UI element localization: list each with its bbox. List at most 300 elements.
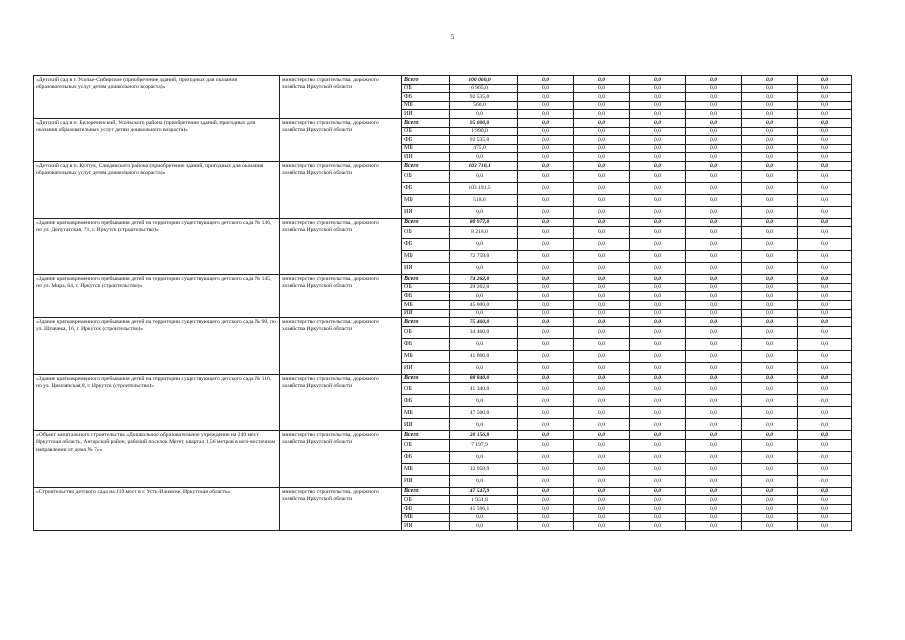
amount-year-cell: 0,0 — [798, 395, 852, 407]
funding-source-cell: ФБ — [402, 136, 450, 145]
object-name-cell: «Здание кратковременного пребывания детей на территории существующего детского сада № 145, по ул. Мира, 64, г. Иркутск (строительство)» — [34, 275, 280, 318]
amount-year-cell: 0,0 — [798, 505, 852, 514]
amount-year-cell: 0,0 — [518, 170, 574, 182]
amount-year-cell: 0,0 — [574, 101, 630, 110]
amount-year-cell: 0,0 — [686, 93, 742, 102]
amount-year-cell: 0,0 — [798, 326, 852, 338]
executor-cell: министерство строительства, дорожного хозяйства Иркутской области — [280, 431, 402, 488]
funding-source-cell: ИИ — [402, 309, 450, 318]
amount-year-cell: 0,0 — [630, 136, 686, 145]
amount-year-cell: 0,0 — [798, 127, 852, 136]
amount-year-cell: 0,0 — [574, 218, 630, 227]
amount-year-cell: 0,0 — [574, 395, 630, 407]
funding-source-cell: Всего — [402, 218, 450, 227]
amount-year-cell: 0,0 — [630, 451, 686, 463]
amount-year-cell: 0,0 — [630, 275, 686, 284]
amount-total-cell: 12 958,9 — [450, 463, 518, 475]
amount-year-cell: 0,0 — [686, 338, 742, 350]
amount-total-cell: 0,0 — [450, 110, 518, 119]
amount-total-cell: 103 710,1 — [450, 161, 518, 170]
amount-year-cell: 0,0 — [686, 383, 742, 395]
amount-year-cell: 0,0 — [686, 283, 742, 292]
amount-year-cell: 0,0 — [518, 475, 574, 487]
amount-year-cell: 0,0 — [742, 194, 798, 206]
amount-year-cell: 0,0 — [686, 451, 742, 463]
amount-year-cell: 0,0 — [630, 383, 686, 395]
amount-year-cell: 0,0 — [630, 362, 686, 374]
amount-year-cell: 0,0 — [742, 283, 798, 292]
amount-year-cell: 0,0 — [742, 522, 798, 531]
amount-year-cell: 0,0 — [574, 182, 630, 194]
executor-cell: министерство строительства, дорожного хозяйства Иркутской области — [280, 318, 402, 375]
amount-year-cell: 0,0 — [798, 300, 852, 309]
executor-cell: министерство строительства, дорожного хозяйства Иркутской области — [280, 161, 402, 218]
amount-year-cell: 0,0 — [630, 395, 686, 407]
amount-year-cell: 0,0 — [630, 194, 686, 206]
amount-year-cell: 0,0 — [798, 496, 852, 505]
amount-year-cell: 0,0 — [742, 84, 798, 93]
amount-total-cell: 29 262,0 — [450, 283, 518, 292]
amount-year-cell: 0,0 — [742, 170, 798, 182]
amount-year-cell: 0,0 — [630, 76, 686, 85]
amount-year-cell: 0,0 — [630, 338, 686, 350]
amount-year-cell: 0,0 — [742, 362, 798, 374]
funding-source-cell: Всего — [402, 161, 450, 170]
amount-year-cell: 0,0 — [574, 161, 630, 170]
funding-source-cell: МБ — [402, 350, 450, 362]
amount-year-cell: 0,0 — [686, 170, 742, 182]
amount-year-cell: 0,0 — [574, 239, 630, 251]
amount-total-cell: 45 000,0 — [450, 300, 518, 309]
amount-year-cell: 0,0 — [574, 419, 630, 431]
funding-source-cell: ФБ — [402, 505, 450, 514]
amount-year-cell: 0,0 — [742, 374, 798, 383]
amount-year-cell: 0,0 — [574, 496, 630, 505]
amount-year-cell: 0,0 — [574, 309, 630, 318]
amount-year-cell: 0,0 — [686, 227, 742, 239]
amount-year-cell: 0,0 — [686, 84, 742, 93]
amount-year-cell: 0,0 — [518, 326, 574, 338]
amount-year-cell: 0,0 — [518, 431, 574, 440]
amount-year-cell: 0,0 — [686, 407, 742, 419]
funding-source-cell: МБ — [402, 407, 450, 419]
amount-year-cell: 0,0 — [518, 206, 574, 218]
amount-total-cell: 6 965,0 — [450, 84, 518, 93]
amount-year-cell: 0,0 — [742, 318, 798, 327]
amount-year-cell: 0,0 — [742, 206, 798, 218]
amount-year-cell: 0,0 — [574, 227, 630, 239]
amount-total-cell: 47 547,9 — [450, 487, 518, 496]
amount-total-cell: 0,0 — [450, 513, 518, 522]
amount-total-cell: 7 197,9 — [450, 439, 518, 451]
amount-year-cell: 0,0 — [574, 84, 630, 93]
amount-year-cell: 0,0 — [686, 395, 742, 407]
page-number: 5 — [450, 33, 455, 41]
amount-year-cell: 0,0 — [798, 153, 852, 162]
object-name-cell: «Детский сад в п. Белореченский, Усольского района (приобретение зданий, пригодных для оказания образовательных услуг детям дошкольного возраста)» — [34, 118, 280, 161]
amount-year-cell: 0,0 — [742, 239, 798, 251]
amount-year-cell: 0,0 — [798, 451, 852, 463]
amount-year-cell: 0,0 — [742, 110, 798, 119]
amount-year-cell: 0,0 — [798, 419, 852, 431]
amount-year-cell: 0,0 — [630, 439, 686, 451]
amount-year-cell: 0,0 — [630, 496, 686, 505]
amount-year-cell: 0,0 — [574, 338, 630, 350]
amount-year-cell: 0,0 — [574, 76, 630, 85]
amount-total-cell: 475,0 — [450, 144, 518, 153]
amount-year-cell: 0,0 — [630, 318, 686, 327]
amount-year-cell: 0,0 — [518, 374, 574, 383]
amount-year-cell: 0,0 — [686, 118, 742, 127]
amount-year-cell: 0,0 — [574, 431, 630, 440]
amount-year-cell: 0,0 — [742, 487, 798, 496]
amount-year-cell: 0,0 — [518, 118, 574, 127]
executor-cell: министерство строительства, дорожного хозяйства Иркутской области — [280, 218, 402, 275]
amount-year-cell: 0,0 — [798, 350, 852, 362]
amount-total-cell: 1 951,8 — [450, 496, 518, 505]
amount-year-cell: 0,0 — [686, 496, 742, 505]
funding-source-cell: ИИ — [402, 110, 450, 119]
funding-source-cell: Всего — [402, 76, 450, 85]
budget-table-body — [34, 76, 852, 531]
amount-year-cell: 0,0 — [630, 505, 686, 514]
amount-year-cell: 0,0 — [630, 227, 686, 239]
amount-year-cell: 0,0 — [630, 300, 686, 309]
amount-year-cell: 0,0 — [574, 300, 630, 309]
funding-source-cell: МБ — [402, 513, 450, 522]
table-row-total — [34, 487, 852, 496]
amount-year-cell: 0,0 — [798, 136, 852, 145]
amount-year-cell: 0,0 — [798, 84, 852, 93]
funding-source-cell: Всего — [402, 118, 450, 127]
amount-year-cell: 0,0 — [574, 407, 630, 419]
amount-total-cell: 0,0 — [450, 419, 518, 431]
amount-year-cell: 0,0 — [518, 496, 574, 505]
amount-year-cell: 0,0 — [686, 505, 742, 514]
amount-total-cell: 0,0 — [450, 309, 518, 318]
funding-source-cell: ИИ — [402, 475, 450, 487]
funding-source-cell: Всего — [402, 487, 450, 496]
budget-table — [33, 75, 852, 531]
amount-total-cell: 103 191,5 — [450, 182, 518, 194]
amount-year-cell: 0,0 — [742, 475, 798, 487]
amount-year-cell: 0,0 — [742, 101, 798, 110]
amount-year-cell: 0,0 — [518, 239, 574, 251]
amount-year-cell: 0,0 — [518, 383, 574, 395]
amount-year-cell: 0,0 — [686, 206, 742, 218]
amount-year-cell: 0,0 — [574, 144, 630, 153]
funding-source-cell: Всего — [402, 374, 450, 383]
amount-year-cell: 0,0 — [518, 101, 574, 110]
amount-year-cell: 0,0 — [518, 275, 574, 284]
amount-total-cell: 88 840,0 — [450, 374, 518, 383]
executor-cell: министерство строительства, дорожного хозяйства Иркутской области — [280, 118, 402, 161]
amount-year-cell: 0,0 — [574, 263, 630, 275]
amount-year-cell: 0,0 — [686, 318, 742, 327]
amount-year-cell: 0,0 — [686, 309, 742, 318]
amount-year-cell: 0,0 — [798, 194, 852, 206]
amount-year-cell: 0,0 — [798, 318, 852, 327]
amount-year-cell: 0,0 — [630, 309, 686, 318]
funding-source-cell: ФБ — [402, 292, 450, 301]
amount-year-cell: 0,0 — [742, 431, 798, 440]
amount-total-cell: 41 340,0 — [450, 383, 518, 395]
amount-year-cell: 0,0 — [630, 110, 686, 119]
amount-year-cell: 0,0 — [742, 251, 798, 263]
amount-year-cell: 0,0 — [686, 522, 742, 531]
amount-year-cell: 0,0 — [630, 84, 686, 93]
amount-year-cell: 0,0 — [742, 439, 798, 451]
amount-year-cell: 0,0 — [518, 407, 574, 419]
amount-total-cell: 74 262,0 — [450, 275, 518, 284]
table-row-total — [34, 275, 852, 284]
amount-year-cell: 0,0 — [574, 206, 630, 218]
amount-year-cell: 0,0 — [630, 513, 686, 522]
amount-year-cell: 0,0 — [742, 144, 798, 153]
amount-year-cell: 0,0 — [518, 194, 574, 206]
amount-year-cell: 0,0 — [574, 505, 630, 514]
amount-year-cell: 0,0 — [798, 93, 852, 102]
funding-source-cell: ФБ — [402, 338, 450, 350]
amount-year-cell: 0,0 — [518, 76, 574, 85]
amount-year-cell: 0,0 — [686, 487, 742, 496]
amount-year-cell: 0,0 — [798, 338, 852, 350]
amount-year-cell: 0,0 — [686, 76, 742, 85]
amount-year-cell: 0,0 — [518, 463, 574, 475]
amount-total-cell: 72 759,0 — [450, 251, 518, 263]
amount-year-cell: 0,0 — [686, 374, 742, 383]
amount-year-cell: 0,0 — [742, 505, 798, 514]
amount-year-cell: 0,0 — [574, 326, 630, 338]
amount-year-cell: 0,0 — [686, 300, 742, 309]
amount-year-cell: 0,0 — [742, 407, 798, 419]
amount-year-cell: 0,0 — [630, 144, 686, 153]
amount-year-cell: 0,0 — [798, 522, 852, 531]
table-row-total — [34, 161, 852, 170]
funding-source-cell: Всего — [402, 431, 450, 440]
amount-year-cell: 0,0 — [630, 431, 686, 440]
amount-year-cell: 0,0 — [574, 292, 630, 301]
funding-source-cell: ОБ — [402, 84, 450, 93]
amount-year-cell: 0,0 — [798, 110, 852, 119]
funding-source-cell: ОБ — [402, 496, 450, 505]
amount-year-cell: 0,0 — [518, 522, 574, 531]
amount-year-cell: 0,0 — [518, 292, 574, 301]
amount-year-cell: 0,0 — [686, 439, 742, 451]
amount-year-cell: 0,0 — [742, 275, 798, 284]
amount-year-cell: 0,0 — [742, 326, 798, 338]
amount-total-cell: 0,0 — [450, 239, 518, 251]
amount-year-cell: 0,0 — [518, 153, 574, 162]
funding-source-cell: ОБ — [402, 283, 450, 292]
amount-year-cell: 0,0 — [798, 170, 852, 182]
amount-year-cell: 0,0 — [742, 161, 798, 170]
amount-year-cell: 0,0 — [518, 362, 574, 374]
amount-year-cell: 0,0 — [630, 326, 686, 338]
amount-year-cell: 0,0 — [742, 350, 798, 362]
amount-year-cell: 0,0 — [742, 118, 798, 127]
amount-year-cell: 0,0 — [574, 153, 630, 162]
amount-year-cell: 0,0 — [798, 407, 852, 419]
funding-source-cell: ОБ — [402, 439, 450, 451]
amount-year-cell: 0,0 — [630, 93, 686, 102]
amount-year-cell: 0,0 — [742, 309, 798, 318]
amount-year-cell: 0,0 — [686, 194, 742, 206]
amount-year-cell: 0,0 — [686, 419, 742, 431]
amount-year-cell: 0,0 — [686, 251, 742, 263]
amount-year-cell: 0,0 — [742, 463, 798, 475]
amount-year-cell: 0,0 — [518, 309, 574, 318]
funding-source-cell: ИИ — [402, 263, 450, 275]
amount-year-cell: 0,0 — [630, 263, 686, 275]
amount-year-cell: 0,0 — [686, 182, 742, 194]
amount-year-cell: 0,0 — [798, 263, 852, 275]
amount-year-cell: 0,0 — [574, 194, 630, 206]
funding-source-cell: Всего — [402, 275, 450, 284]
amount-year-cell: 0,0 — [798, 309, 852, 318]
amount-year-cell: 0,0 — [518, 300, 574, 309]
amount-year-cell: 0,0 — [798, 182, 852, 194]
amount-total-cell: 100 060,0 — [450, 76, 518, 85]
amount-total-cell: 45 596,1 — [450, 505, 518, 514]
funding-source-cell: ФБ — [402, 93, 450, 102]
funding-source-cell: ИИ — [402, 153, 450, 162]
amount-year-cell: 0,0 — [798, 144, 852, 153]
amount-year-cell: 0,0 — [742, 419, 798, 431]
amount-year-cell: 0,0 — [518, 227, 574, 239]
amount-year-cell: 0,0 — [630, 292, 686, 301]
amount-year-cell: 0,0 — [798, 239, 852, 251]
amount-year-cell: 0,0 — [630, 374, 686, 383]
amount-total-cell: 0,0 — [450, 206, 518, 218]
amount-year-cell: 0,0 — [574, 118, 630, 127]
executor-cell: министерство строительства, дорожного хозяйства Иркутской области — [280, 275, 402, 318]
funding-source-cell: Всего — [402, 318, 450, 327]
amount-year-cell: 0,0 — [798, 76, 852, 85]
amount-year-cell: 0,0 — [518, 144, 574, 153]
amount-year-cell: 0,0 — [518, 136, 574, 145]
object-name-cell: «Здание кратковременного пребывания детей на территории существующего детского сада № 90, по ул. Шпачека, 16, г. Иркутск (строительство)» — [34, 318, 280, 375]
amount-year-cell: 0,0 — [742, 218, 798, 227]
amount-year-cell: 0,0 — [686, 431, 742, 440]
amount-year-cell: 0,0 — [574, 383, 630, 395]
amount-year-cell: 0,0 — [686, 153, 742, 162]
amount-year-cell: 0,0 — [742, 496, 798, 505]
amount-year-cell: 0,0 — [686, 263, 742, 275]
amount-year-cell: 0,0 — [518, 161, 574, 170]
amount-total-cell: 34 460,0 — [450, 326, 518, 338]
amount-year-cell: 0,0 — [630, 407, 686, 419]
amount-year-cell: 0,0 — [686, 350, 742, 362]
executor-cell: министерство строительства, дорожного хозяйства Иркутской области — [280, 487, 402, 530]
amount-year-cell: 0,0 — [742, 182, 798, 194]
amount-year-cell: 0,0 — [742, 513, 798, 522]
amount-total-cell: 75 460,0 — [450, 318, 518, 327]
amount-year-cell: 0,0 — [518, 93, 574, 102]
executor-cell: министерство строительства, дорожного хозяйства Иркутской области — [280, 76, 402, 119]
amount-year-cell: 0,0 — [574, 451, 630, 463]
amount-year-cell: 0,0 — [798, 463, 852, 475]
amount-year-cell: 0,0 — [798, 513, 852, 522]
table-row-total — [34, 76, 852, 85]
amount-year-cell: 0,0 — [574, 318, 630, 327]
amount-total-cell: 1 990,0 — [450, 127, 518, 136]
object-name-cell: «Детский сад в г. Усолье-Сибирское (приобретение зданий, пригодных для оказания образовательных услуг детям дошкольного возраста)» — [34, 76, 280, 119]
funding-source-cell: ОБ — [402, 227, 450, 239]
funding-source-cell: ИИ — [402, 522, 450, 531]
amount-year-cell: 0,0 — [574, 170, 630, 182]
amount-year-cell: 0,0 — [630, 153, 686, 162]
amount-year-cell: 0,0 — [742, 76, 798, 85]
amount-year-cell: 0,0 — [686, 292, 742, 301]
amount-year-cell: 0,0 — [518, 395, 574, 407]
amount-year-cell: 0,0 — [686, 136, 742, 145]
amount-total-cell: 560,0 — [450, 101, 518, 110]
amount-year-cell: 0,0 — [686, 218, 742, 227]
amount-year-cell: 0,0 — [518, 350, 574, 362]
amount-year-cell: 0,0 — [518, 419, 574, 431]
amount-year-cell: 0,0 — [798, 218, 852, 227]
amount-year-cell: 0,0 — [742, 292, 798, 301]
amount-year-cell: 0,0 — [798, 431, 852, 440]
object-name-cell: «Детский сад в п. Култук, Слюдянского района (приобретение зданий, пригодных для оказания образовательных услуг детям дошкольного возраста)» — [34, 161, 280, 218]
amount-year-cell: 0,0 — [630, 182, 686, 194]
funding-source-cell: МБ — [402, 300, 450, 309]
amount-year-cell: 0,0 — [686, 110, 742, 119]
amount-year-cell: 0,0 — [798, 487, 852, 496]
amount-year-cell: 0,0 — [630, 101, 686, 110]
amount-year-cell: 0,0 — [686, 463, 742, 475]
amount-year-cell: 0,0 — [574, 475, 630, 487]
amount-year-cell: 0,0 — [630, 475, 686, 487]
amount-year-cell: 0,0 — [686, 101, 742, 110]
amount-total-cell: 0,0 — [450, 362, 518, 374]
amount-year-cell: 0,0 — [798, 475, 852, 487]
amount-year-cell: 0,0 — [798, 118, 852, 127]
funding-source-cell: ФБ — [402, 395, 450, 407]
amount-year-cell: 0,0 — [630, 127, 686, 136]
amount-year-cell: 0,0 — [518, 84, 574, 93]
amount-year-cell: 0,0 — [742, 451, 798, 463]
funding-source-cell: МБ — [402, 194, 450, 206]
object-name-cell: «Здание кратковременного пребывания детей на территории существующего детского сада № 136, по ул. Депутатская, 71, г. Иркутск (строительство)» — [34, 218, 280, 275]
amount-year-cell: 0,0 — [630, 251, 686, 263]
amount-total-cell: 0,0 — [450, 475, 518, 487]
amount-year-cell: 0,0 — [798, 292, 852, 301]
amount-year-cell: 0,0 — [574, 362, 630, 374]
amount-year-cell: 0,0 — [686, 513, 742, 522]
amount-year-cell: 0,0 — [518, 513, 574, 522]
amount-year-cell: 0,0 — [798, 251, 852, 263]
amount-year-cell: 0,0 — [574, 251, 630, 263]
amount-total-cell: 80 977,0 — [450, 218, 518, 227]
amount-year-cell: 0,0 — [574, 439, 630, 451]
amount-year-cell: 0,0 — [630, 463, 686, 475]
object-name-cell: «Строительство детского сада на 110 мест в г. Усть-Илимске, Иркутская область» — [34, 487, 280, 530]
amount-year-cell: 0,0 — [686, 239, 742, 251]
amount-year-cell: 0,0 — [630, 206, 686, 218]
funding-source-cell: ФБ — [402, 451, 450, 463]
amount-year-cell: 0,0 — [518, 505, 574, 514]
table-row-total — [34, 218, 852, 227]
executor-cell: министерство строительства, дорожного хозяйства Иркутской области — [280, 374, 402, 431]
amount-year-cell: 0,0 — [574, 522, 630, 531]
amount-year-cell: 0,0 — [686, 144, 742, 153]
funding-source-cell: ФБ — [402, 239, 450, 251]
amount-year-cell: 0,0 — [518, 263, 574, 275]
amount-year-cell: 0,0 — [798, 283, 852, 292]
amount-year-cell: 0,0 — [518, 451, 574, 463]
